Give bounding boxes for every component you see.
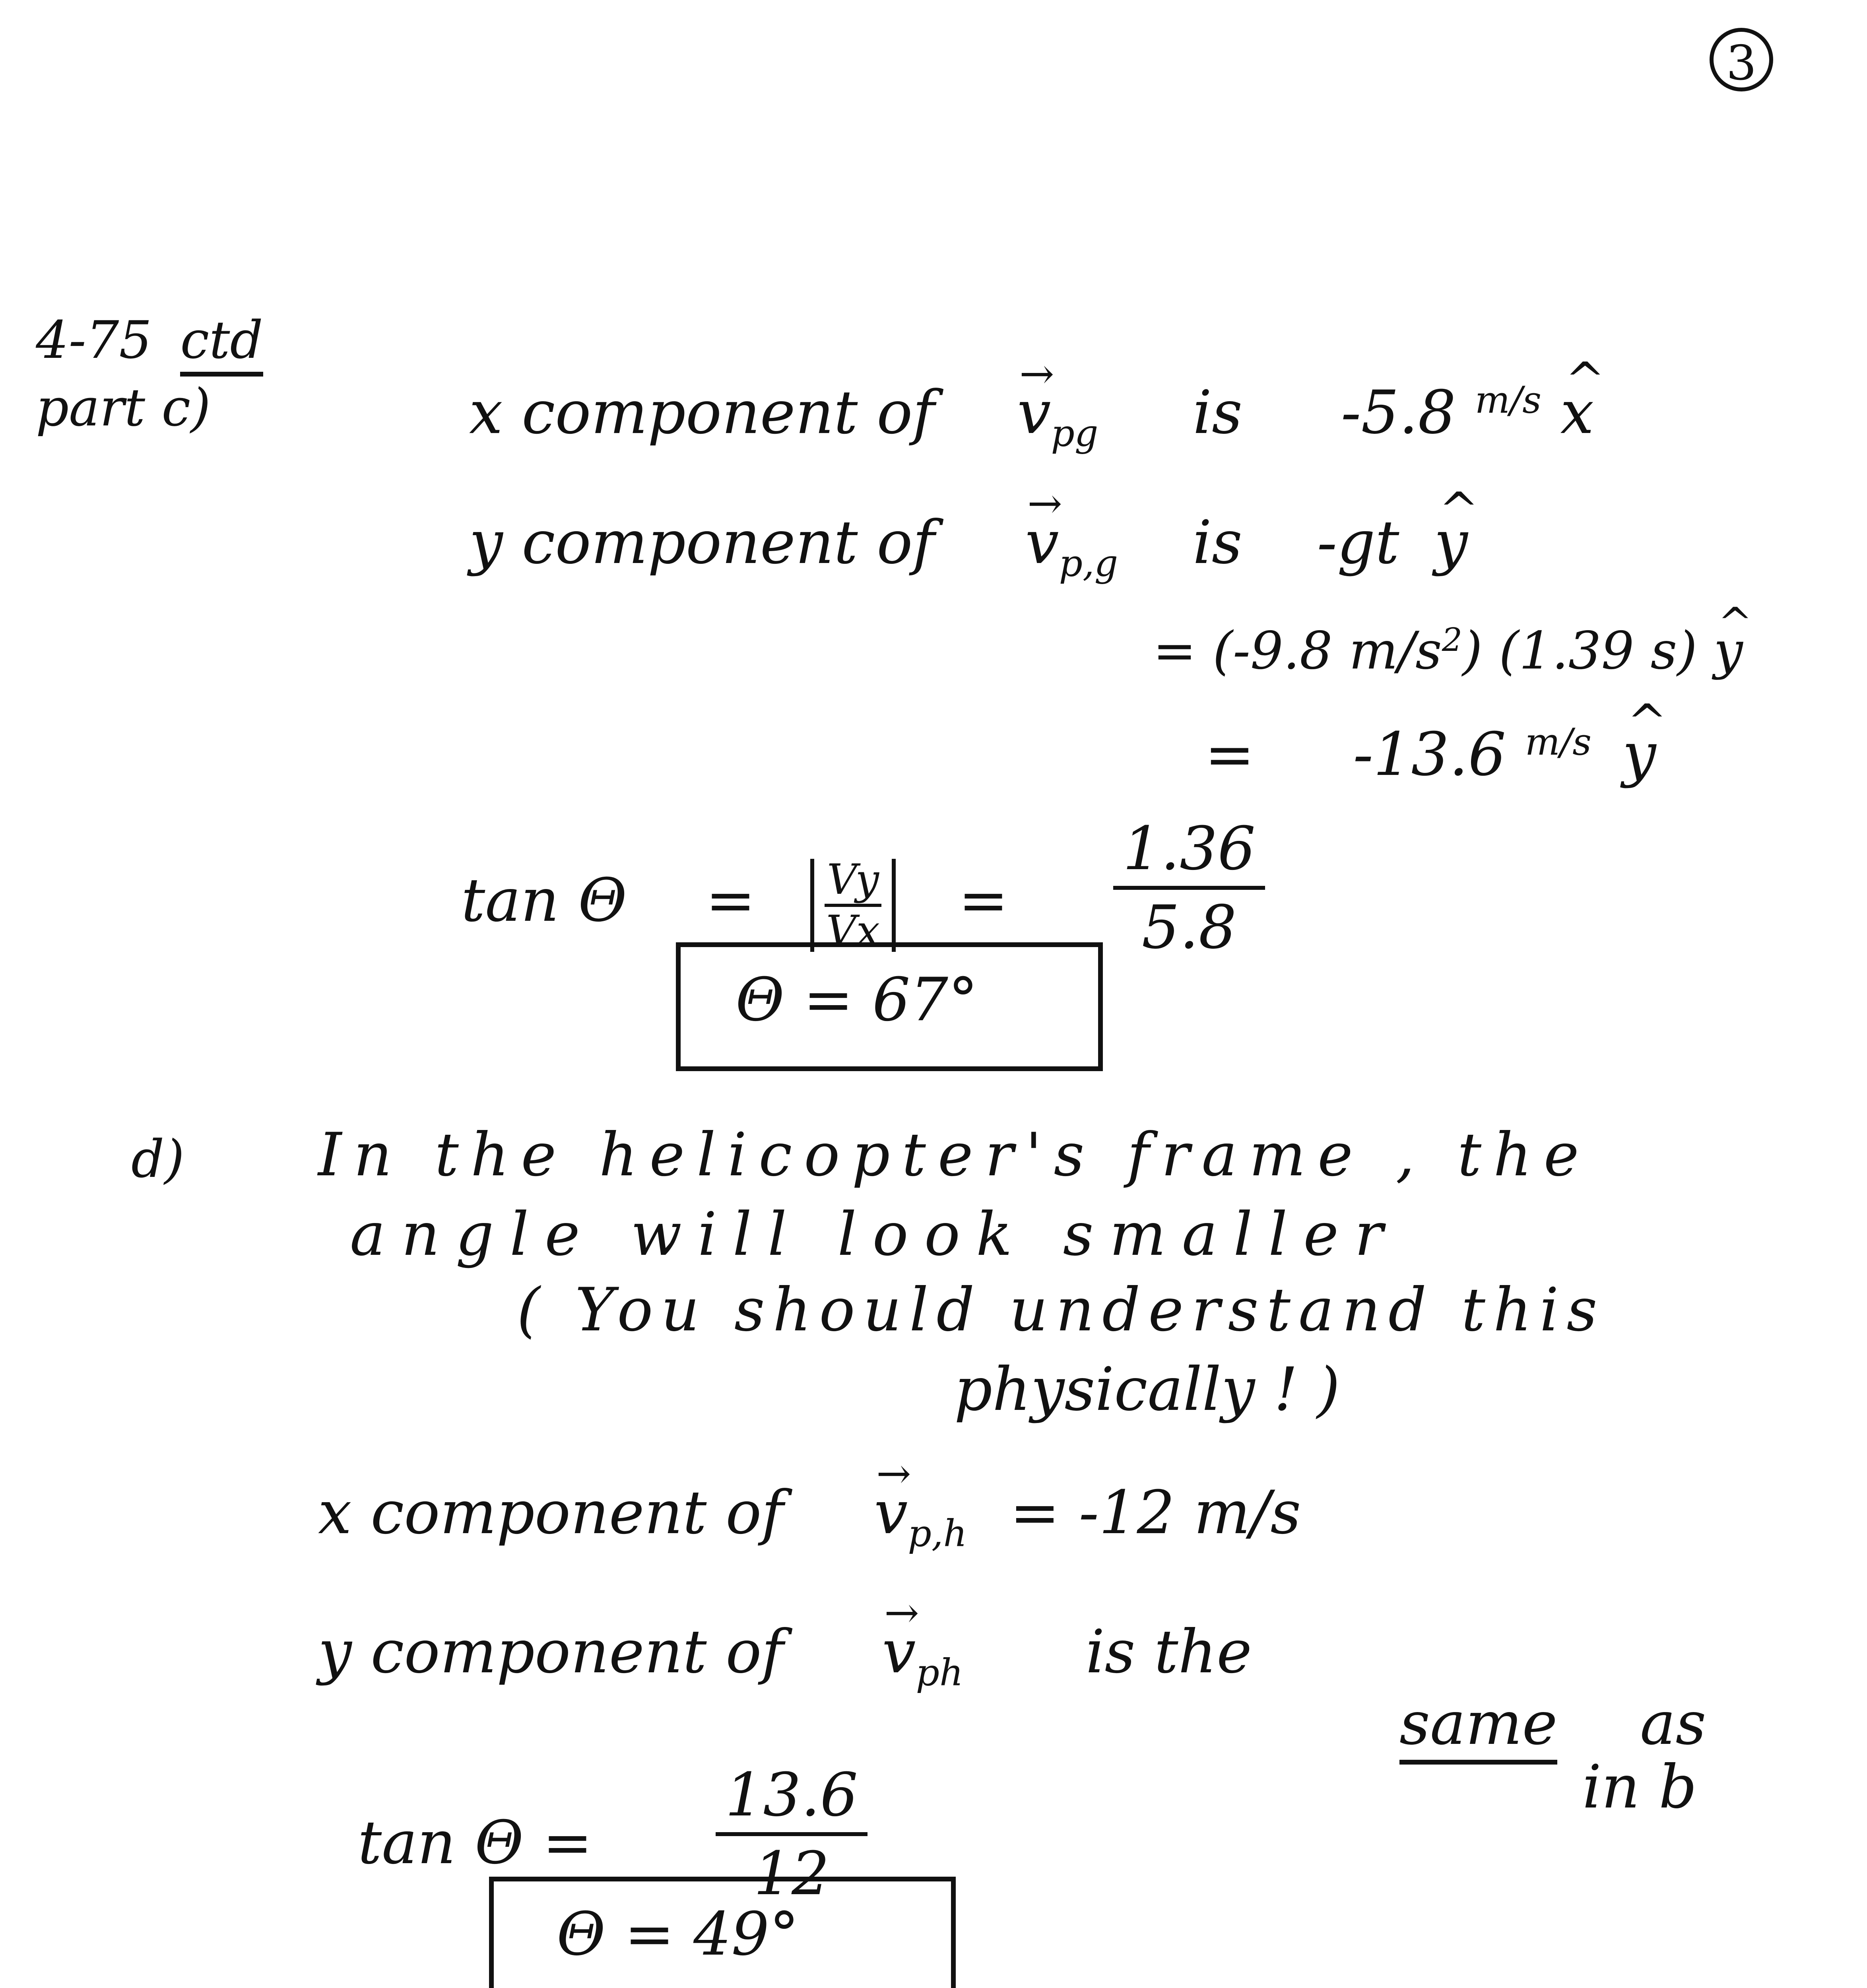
ctd-label: ctd: [180, 310, 263, 377]
y-unit-vector: ^ y: [1434, 513, 1468, 573]
x-unit-vector: ^ x: [1560, 383, 1594, 443]
is-word: is: [1193, 378, 1243, 448]
pd-y-component-line: [318, 1617, 1252, 1694]
fraction-denominator: 12: [753, 1839, 830, 1908]
page-number: 3: [1710, 28, 1773, 91]
pd-x-component-line: [318, 1478, 1301, 1555]
velocity-vector: → v: [882, 1622, 916, 1682]
y-result-unit: m/s: [1525, 720, 1591, 763]
x-unit: m/s: [1475, 379, 1541, 421]
velocity-subscript: p,g: [1059, 542, 1118, 585]
vy: Vy: [825, 859, 881, 907]
abs-ratio: [810, 855, 896, 955]
vx: Vx: [826, 907, 880, 955]
pc-y-component-line: [469, 508, 1468, 585]
is-the: is the: [1085, 1617, 1252, 1687]
pc-y-label: y component of: [469, 508, 935, 577]
y-calc-left: = (-9.8 m/s: [1153, 620, 1442, 681]
y-calc-right: ) (1.39 s): [1462, 620, 1697, 681]
part-d-label: d): [131, 1129, 184, 1189]
same-word: same: [1399, 1689, 1557, 1765]
as-word: as: [1640, 1689, 1706, 1758]
pc-x-label: x component of: [469, 378, 935, 448]
pd-tan-lhs: tan Θ =: [358, 1808, 593, 1877]
y-result-value: -13.6: [1353, 720, 1506, 790]
pc-y-result: [1205, 720, 1656, 790]
pd-y-label: y component of: [318, 1617, 784, 1687]
pd-x-value: = -12 m/s: [1010, 1478, 1301, 1547]
fraction-numerator: 1.36: [1113, 819, 1265, 890]
velocity-vector: → v: [1017, 383, 1051, 443]
answer-d: Θ = 49°: [557, 1900, 799, 1969]
y-unit-vector: ^ y: [1714, 625, 1743, 676]
answer-c: Θ = 67°: [736, 965, 978, 1035]
fraction-denominator: 5.8: [1141, 893, 1237, 962]
part-d-line2: angle will look smaller: [350, 1200, 1399, 1269]
y-calc-exponent: 2: [1442, 621, 1463, 659]
part-d-line1: In the helicopter's frame , the: [318, 1120, 1591, 1190]
y-expression: -gt: [1317, 508, 1399, 577]
problem-label: [36, 310, 263, 370]
velocity-vector: → v: [1025, 513, 1059, 573]
pd-in-b: in b: [1582, 1753, 1697, 1822]
fraction-numerator: 13.6: [716, 1765, 868, 1836]
velocity-subscript: p,h: [908, 1512, 967, 1555]
part-c-label: part c): [36, 377, 211, 438]
pc-x-component-line: [469, 378, 1594, 455]
x-value: -5.8: [1341, 378, 1456, 448]
tan-theta: tan Θ: [461, 866, 627, 935]
y-unit-vector: ^ y: [1622, 725, 1656, 784]
problem-number: 4-75: [36, 310, 152, 370]
part-d-line4: physically ! ): [954, 1355, 1340, 1424]
equals: =: [705, 866, 756, 935]
velocity-subscript: ph: [916, 1651, 963, 1694]
equals: =: [958, 866, 1009, 935]
pd-x-label: x component of: [318, 1478, 784, 1547]
part-d-line3: ( You should understand this: [517, 1276, 1605, 1345]
pc-tan-equation: [461, 855, 1009, 955]
pd-same-as: [1399, 1689, 1706, 1758]
pc-tan-fraction: [1113, 814, 1265, 962]
equals: =: [1205, 720, 1255, 790]
velocity-subscript: pg: [1051, 412, 1098, 455]
pc-y-calc: [1153, 620, 1743, 681]
is-word: is: [1192, 508, 1242, 577]
velocity-vector: → v: [874, 1483, 908, 1543]
